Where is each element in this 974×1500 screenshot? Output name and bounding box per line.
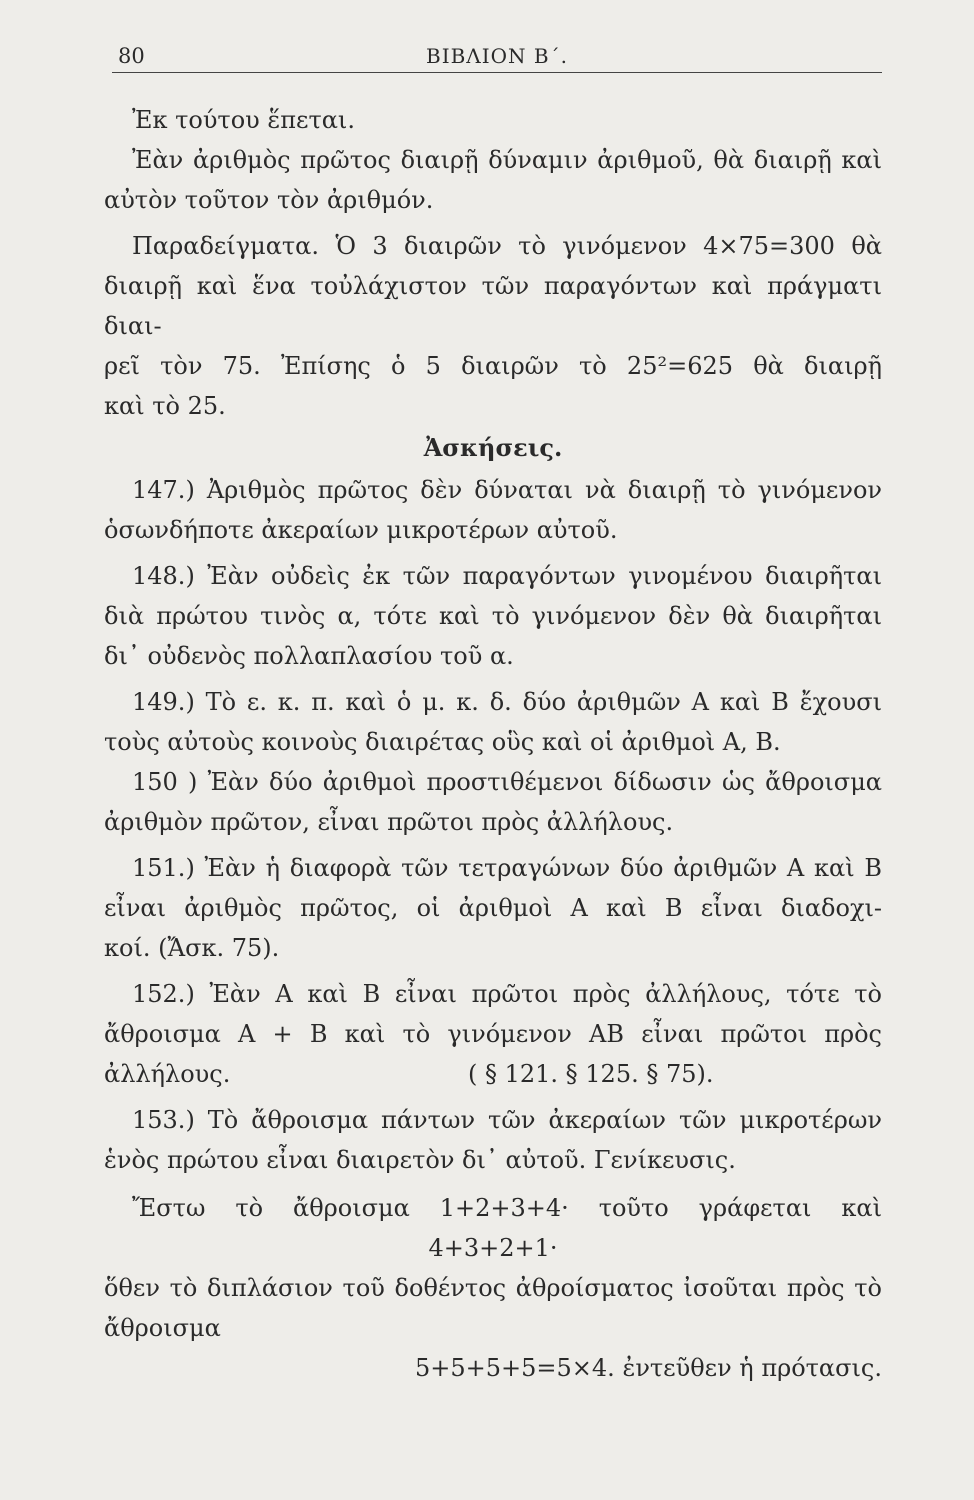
exercise-152-line: 152.) Ἐὰν Α καὶ Β εἶναι πρῶτοι πρὸς ἀλλήλους, τότε τὸ bbox=[132, 980, 882, 1008]
page-number: 80 bbox=[118, 44, 145, 68]
page-body bbox=[104, 100, 882, 1388]
page-header bbox=[112, 38, 882, 73]
exercise-153-line: ἄθροισμα bbox=[104, 1314, 221, 1342]
text-span: ἀλλήλους. bbox=[104, 1060, 231, 1088]
exercise-151-line: 151.) Ἐὰν ἡ διαφορὰ τῶν τετραγώνων δύο ἀριθμῶν Α καὶ Β bbox=[132, 854, 882, 882]
exercise-152-line: ἄθροισμα Α + Β καὶ τὸ γινόμενον ΑΒ εἶναι πρῶτοι πρὸς bbox=[104, 1020, 882, 1048]
exercise-153-line: Ἔστω τὸ ἄθροισμα 1+2+3+4· τοῦτο γράφεται καὶ bbox=[132, 1194, 882, 1222]
text-line: ρεῖ τὸν 75. Ἐπίσης ὁ 5 διαιρῶν τὸ 25²=625 θὰ διαιρῇ bbox=[104, 352, 882, 380]
exercise-153-line: ἑνὸς πρώτου εἶναι διαιρετὸν δι᾽ αὐτοῦ. Γενίκευσις. bbox=[104, 1146, 736, 1174]
section-heading: Ἀσκήσεις. bbox=[423, 433, 563, 462]
exercise-152-line bbox=[104, 1054, 882, 1094]
text-line: καὶ τὸ 25. bbox=[104, 392, 226, 420]
equation-line: 4+3+2+1· bbox=[428, 1234, 558, 1262]
text-line: αὐτὸν τοῦτον τὸν ἀριθμόν. bbox=[104, 186, 434, 214]
text-line: διαιρῇ καὶ ἕνα τοὐλάχιστον τῶν παραγόντων καὶ πράγματι διαι- bbox=[104, 272, 882, 340]
section-references: ( § 121. § 125. § 75). bbox=[467, 1060, 714, 1088]
equation-line: 5+5+5+5=5×4. ἐντεῦθεν ἡ πρότασις. bbox=[415, 1354, 882, 1382]
exercise-150-line: ἀριθμὸν πρῶτον, εἶναι πρῶτοι πρὸς ἀλλήλους. bbox=[104, 808, 674, 836]
exercise-153-line: 153.) Τὸ ἄθροισμα πάντων τῶν ἀκεραίων τῶν μικροτέρων bbox=[132, 1106, 882, 1134]
exercise-149-line: τοὺς αὐτοὺς κοινοὺς διαιρέτας οὓς καὶ οἱ ἀριθμοὶ Α, Β. bbox=[104, 728, 781, 756]
exercise-148-line: 148.) Ἐὰν οὐδεὶς ἐκ τῶν παραγόντων γινομένου διαιρῆται bbox=[132, 562, 882, 590]
running-title: ΒΙΒΛΙΟΝ Β΄. bbox=[426, 44, 568, 68]
exercise-148-line: διὰ πρώτου τινὸς α, τότε καὶ τὸ γινόμενον δὲν θὰ διαιρῆται bbox=[104, 602, 882, 630]
exercise-151-line: εἶναι ἀριθμὸς πρῶτος, οἱ ἀριθμοὶ Α καὶ Β εἶναι διαδοχι- bbox=[104, 894, 882, 922]
text-line: Παραδείγματα. Ὁ 3 διαιρῶν τὸ γινόμενον 4×75=300 θὰ bbox=[132, 232, 882, 260]
exercise-150-line: 150 ) Ἐὰν δύο ἀριθμοὶ προστιθέμενοι δίδωσιν ὡς ἄθροισμα bbox=[132, 768, 882, 796]
text-line: Ἐκ τούτου ἕπεται. bbox=[132, 106, 355, 134]
exercise-151-line: κοί. (Ἄσκ. 75). bbox=[104, 934, 280, 962]
exercise-147-line: ὁσωνδήποτε ἀκεραίων μικροτέρων αὐτοῦ. bbox=[104, 516, 618, 544]
exercise-149-line: 149.) Τὸ ε. κ. π. καὶ ὁ μ. κ. δ. δύο ἀριθμῶν Α καὶ Β ἔχουσι bbox=[132, 688, 882, 716]
exercise-148-line: δι᾽ οὐδενὸς πολλαπλασίου τοῦ α. bbox=[104, 642, 514, 670]
text-line: Ἐὰν ἀριθμὸς πρῶτος διαιρῇ δύναμιν ἀριθμοῦ, θὰ διαιρῇ καὶ bbox=[132, 146, 882, 174]
exercise-147-line: 147.) Ἀριθμὸς πρῶτος δὲν δύναται νὰ διαιρῇ τὸ γινόμενον bbox=[132, 476, 882, 504]
exercise-153-line: ὅθεν τὸ διπλάσιον τοῦ δοθέντος ἀθροίσματος ἰσοῦται πρὸς τὸ bbox=[104, 1274, 882, 1302]
